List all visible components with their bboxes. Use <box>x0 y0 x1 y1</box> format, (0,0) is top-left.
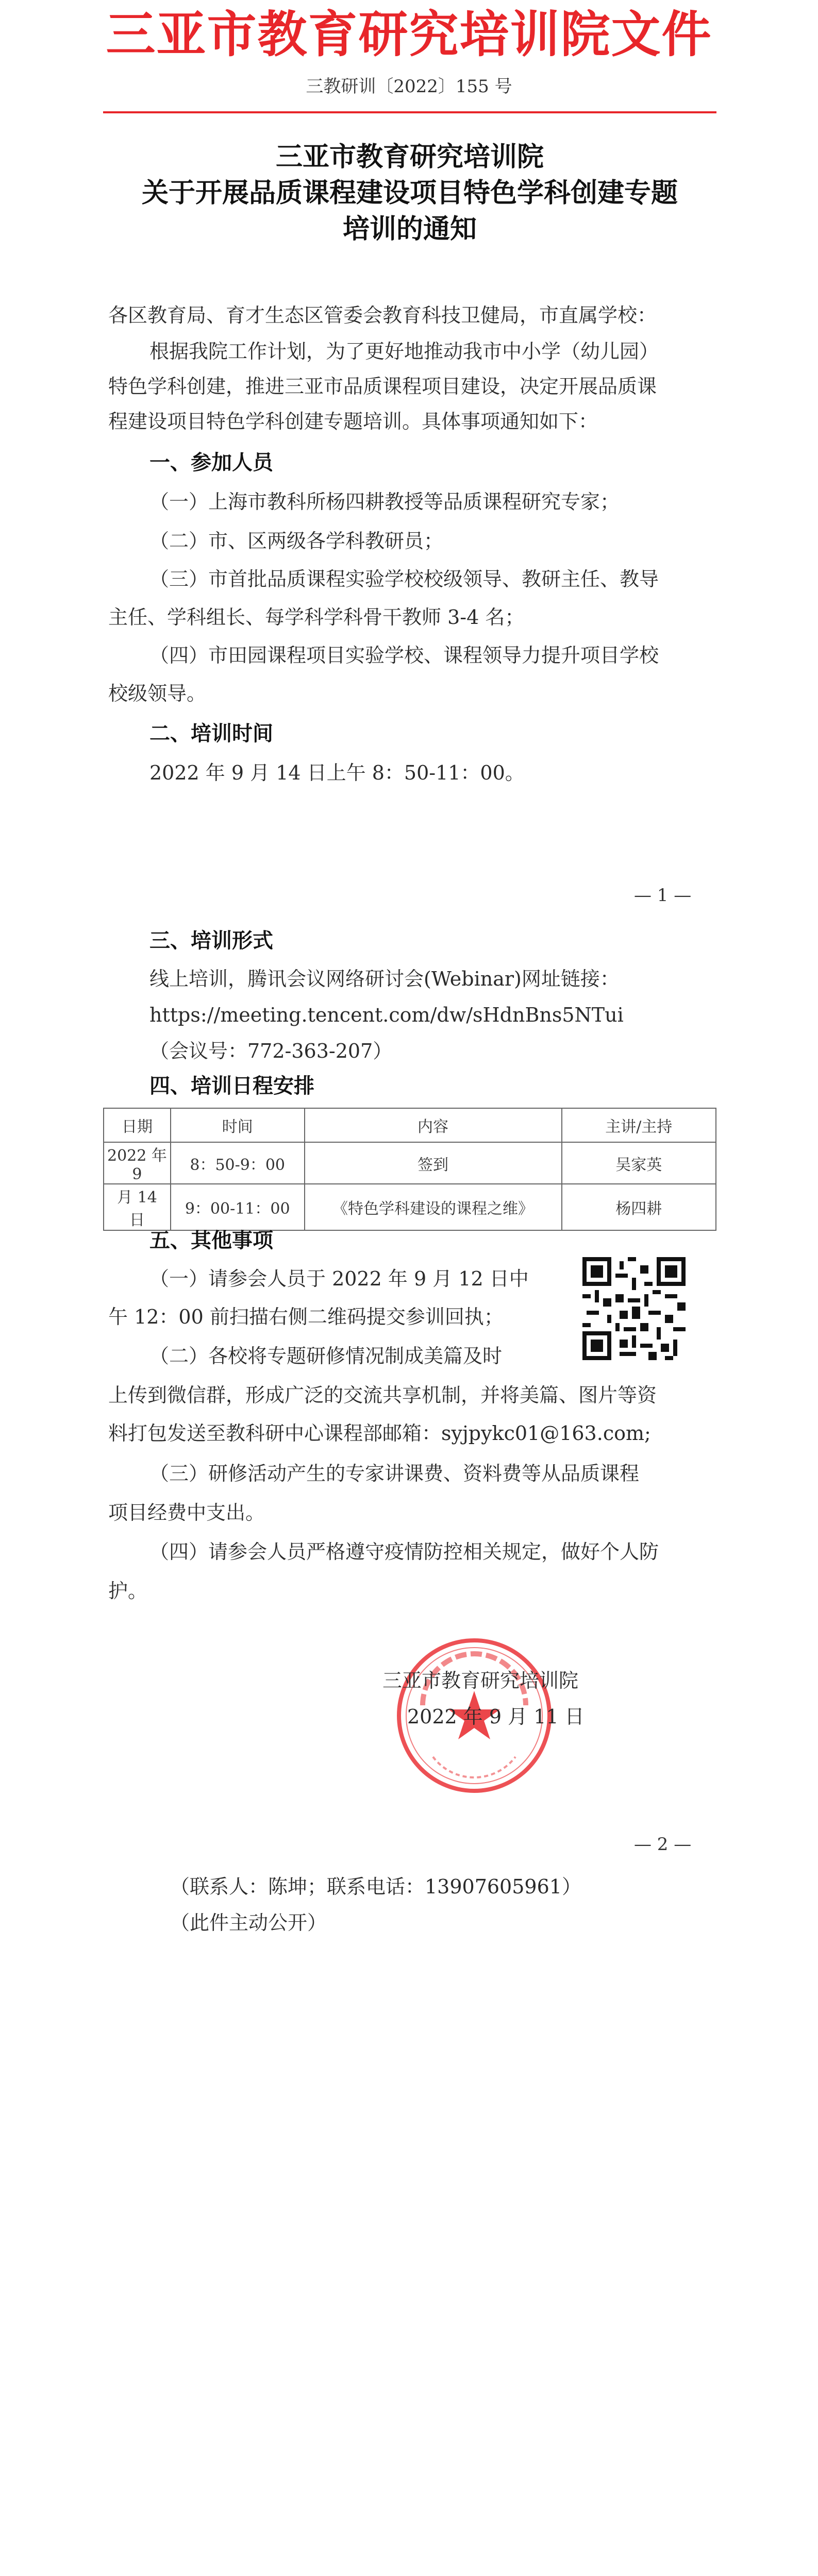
qr-code[interactable] <box>582 1257 686 1360</box>
table-row <box>104 1184 716 1230</box>
notice-title-line3: 培训的通知 <box>342 213 477 245</box>
table-header-row <box>104 1108 716 1142</box>
document-header-title: 三亚市教育研究培训院文件 <box>106 6 712 63</box>
content-cell: 《特色学科建设的课程之维》 <box>305 1184 562 1230</box>
page-number: — 1 — <box>634 885 692 906</box>
host-cell: 杨四耕 <box>562 1184 716 1230</box>
intro-line: 程建设项目特色学科创建专题培训。具体事项通知如下： <box>108 410 598 433</box>
participant-item-cont: 主任、学科组长、每学科学科骨干教师 3-4 名； <box>108 606 525 629</box>
section-heading-format: 三、培训形式 <box>149 928 273 953</box>
other-item-cont: 料打包发送至教科研中心课程部邮箱：syjpykc01@163.com; <box>108 1422 651 1445</box>
host-cell: 吴家英 <box>562 1142 716 1184</box>
section-heading-time: 二、培训时间 <box>149 721 273 745</box>
date-cell-line2: 月 14 日 <box>104 1184 171 1230</box>
section-heading-schedule: 四、培训日程安排 <box>149 1074 314 1098</box>
date-cell-line1: 2022 年 9 <box>104 1142 171 1184</box>
content-cell: 签到 <box>305 1142 562 1184</box>
header-cell-time: 时间 <box>171 1108 305 1142</box>
participant-item: （二）市、区两级各学科教研员； <box>149 530 444 552</box>
other-item: （二）各校将专题研修情况制成美篇及时 <box>149 1345 503 1367</box>
time-cell: 9：00-11：00 <box>171 1184 305 1230</box>
notice-title-line1: 三亚市教育研究培训院 <box>275 141 544 173</box>
meeting-number: （会议号：772-363-207） <box>149 1040 393 1062</box>
contact-info: （联系人：陈坤；联系电话：13907605961） <box>170 1875 581 1898</box>
other-item: （一）请参会人员于 2022 年 9 月 12 日中 <box>149 1267 529 1290</box>
schedule-table <box>103 1108 716 1231</box>
section-heading-other: 五、其他事项 <box>149 1228 273 1252</box>
section-heading-participants: 一、参加人员 <box>149 450 273 474</box>
format-text: 线上培训，腾讯会议网络研讨会(Webinar)网址链接： <box>149 968 620 990</box>
participant-item: （四）市田园课程项目实验学校、课程领导力提升项目学校 <box>149 644 659 667</box>
signature-date: 2022 年 9 月 11 日 <box>407 1705 585 1728</box>
participant-item-cont: 校级领导。 <box>108 682 207 705</box>
training-time: 2022 年 9 月 14 日上午 8：50-11：00。 <box>149 761 525 784</box>
table-row <box>104 1142 716 1184</box>
intro-line: 根据我院工作计划，为了更好地推动我市中小学（幼儿园） <box>149 340 659 363</box>
header-cell-host: 主讲/主持 <box>562 1108 716 1142</box>
other-item-cont: 项目经费中支出。 <box>108 1501 265 1524</box>
addressee: 各区教育局、育才生态区管委会教育科技卫健局，市直属学校： <box>108 304 657 327</box>
header-cell-date: 日期 <box>104 1108 171 1142</box>
document-number: 三教研训〔2022〕155 号 <box>306 76 512 97</box>
disclosure-note: （此件主动公开） <box>170 1911 327 1934</box>
notice-title-line2: 关于开展品质课程建设项目特色学科创建专题 <box>141 177 678 209</box>
other-item-cont: 护。 <box>108 1580 148 1602</box>
page-number: — 2 — <box>634 1834 692 1855</box>
other-item-cont: 上传到微信群，形成广泛的交流共享机制，并将美篇、图片等资 <box>108 1384 657 1406</box>
participant-item: （一）上海市教科所杨四耕教授等品质课程研究专家； <box>149 490 620 513</box>
meeting-link[interactable]: https://meeting.tencent.com/dw/sHdnBns5NTui <box>149 1004 624 1026</box>
time-cell: 8：50-9：00 <box>171 1142 305 1184</box>
signature-org: 三亚市教育研究培训院 <box>382 1669 579 1692</box>
participant-item: （三）市首批品质课程实验学校校级领导、教研主任、教导 <box>149 568 659 590</box>
header-divider <box>103 111 716 113</box>
other-item: （三）研修活动产生的专家讲课费、资料费等从品质课程 <box>149 1462 640 1485</box>
intro-line: 特色学科创建，推进三亚市品质课程项目建设，决定开展品质课 <box>108 375 657 398</box>
header-cell-content: 内容 <box>305 1108 562 1142</box>
other-item: （四）请参会人员严格遵守疫情防控相关规定，做好个人防 <box>149 1540 659 1563</box>
other-item-cont: 午 12：00 前扫描右侧二维码提交参训回执； <box>108 1306 504 1328</box>
